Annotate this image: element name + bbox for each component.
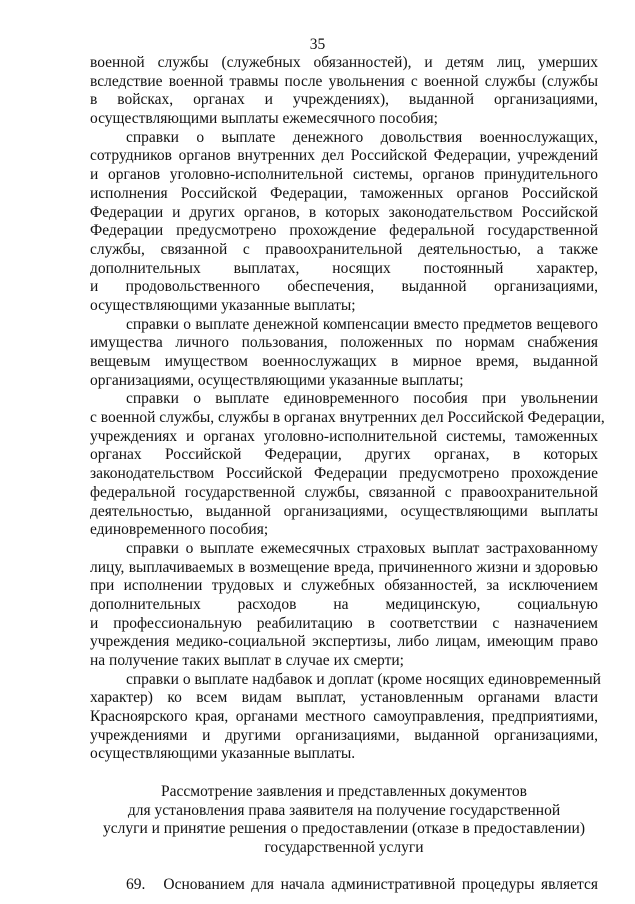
text-line: и органов уголовно-исполнительной системы, органов принудительного	[90, 166, 598, 184]
text-line: организациями, осуществляющими указанные выплаты;	[90, 371, 464, 389]
text-line: Красноярского края, органами местного самоуправления, предприятиями,	[90, 708, 598, 726]
text-line: лицу, выплачиваемых в возмещение вреда, причиненного жизни и здоровью	[90, 558, 598, 576]
text-line: с военной службы, службы в органах внутренних дел Российской Федерации,	[90, 409, 605, 427]
text-line: имущества личного пользования, положенных по нормам снабжения	[90, 334, 598, 352]
text-line: службы, связанной с правоохранительной деятельностью, а также	[90, 240, 598, 258]
paragraph-69	[90, 876, 598, 895]
paragraph	[90, 129, 598, 316]
section-heading-line: государственной услуги	[264, 838, 424, 856]
text-line: вследствие военной травмы после увольнения с военной службы (службы	[90, 72, 598, 90]
text-line: законодательством Российской Федерации предусмотрено прохождение	[90, 465, 598, 483]
text-line: Федерации предусмотрено прохождение федеральной государственной	[90, 222, 598, 240]
text-line: органах Российской Федерации, других органах, в которых	[90, 446, 598, 464]
paragraph	[90, 390, 605, 540]
text-line: справки о выплате единовременного пособия при увольнении	[126, 390, 598, 408]
paragraph	[90, 670, 601, 764]
text-line: справки о выплате денежной компенсации вместо предметов вещевого	[126, 315, 598, 333]
text-line: учреждениях и органах уголовно-исполнительной системы, таможенных	[90, 427, 598, 445]
text-line: справки о выплате ежемесячных страховых выплат застрахованному	[126, 539, 598, 557]
section-heading	[90, 783, 598, 858]
text-line: на получение таких выплат в случае их смерти;	[90, 652, 404, 669]
paragraph-text: Основанием для начала административной процедуры является	[163, 876, 598, 894]
text-line: осуществляющими указанные выплаты.	[90, 745, 356, 763]
page-number: 35	[309, 36, 326, 53]
text-line: осуществляющими выплаты ежемесячного пособия;	[90, 110, 438, 128]
paragraph-number: 69.	[126, 876, 146, 894]
text-line: характер) ко всем видам выплат, установленным органами власти	[90, 689, 598, 707]
text-line: единовременного пособия;	[90, 521, 269, 539]
text-line: военной службы (служебных обязанностей), и детям лиц, умерших	[90, 54, 598, 71]
document-body	[90, 54, 605, 895]
section-heading-line: Рассмотрение заявления и представленных документов	[161, 782, 527, 800]
spacer	[90, 764, 598, 783]
text-line: и продовольственного обеспечения, выданной организациями,	[90, 278, 598, 296]
text-line: учреждениями и другими организациями, выданной организациями,	[90, 726, 598, 744]
text-line: Федерации и других органов, в которых законодательством Российской	[90, 203, 598, 221]
text-line: дополнительных расходов на медицинскую, социальную	[90, 595, 598, 613]
text-line: справки о выплате денежного довольствия военнослужащих,	[126, 128, 598, 146]
text-line: в войсках, органах и учреждениях), выданной организациями,	[90, 91, 598, 109]
text-line: учреждения медико-социальной экспертизы, либо лицам, имеющим право	[90, 633, 598, 651]
paragraph	[90, 316, 598, 391]
paragraph	[90, 540, 598, 671]
text-line: деятельностью, выданной организациями, осуществляющими выплаты	[90, 502, 598, 520]
spacer	[90, 858, 598, 877]
text-line: сотрудников органов внутренних дел Российской Федерации, учреждений	[90, 147, 598, 165]
text-line: и профессиональную реабилитацию в соответствии с назначением	[90, 614, 598, 632]
text-line: осуществляющими указанные выплаты;	[90, 296, 356, 314]
paragraph	[90, 54, 598, 129]
text-line: федеральной государственной службы, связанной с правоохранительной	[90, 483, 598, 501]
text-line: исполнения Российской Федерации, таможенных органов Российской	[90, 184, 598, 202]
text-line: дополнительных выплатах, носящих постоянный характер,	[90, 259, 598, 277]
text-line: вещевым имуществом военнослужащих в мирное время, выданной	[90, 353, 598, 370]
section-heading-line: для установления права заявителя на получение государственной	[127, 801, 561, 819]
text-line: при исполнении трудовых и служебных обязанностей, за исключением	[90, 577, 598, 595]
section-heading-line: услуги и принятие решения о предоставлении (отказе в предоставлении)	[103, 820, 585, 838]
text-line: справки о выплате надбавок и доплат (кроме носящих единовременный	[126, 670, 601, 688]
